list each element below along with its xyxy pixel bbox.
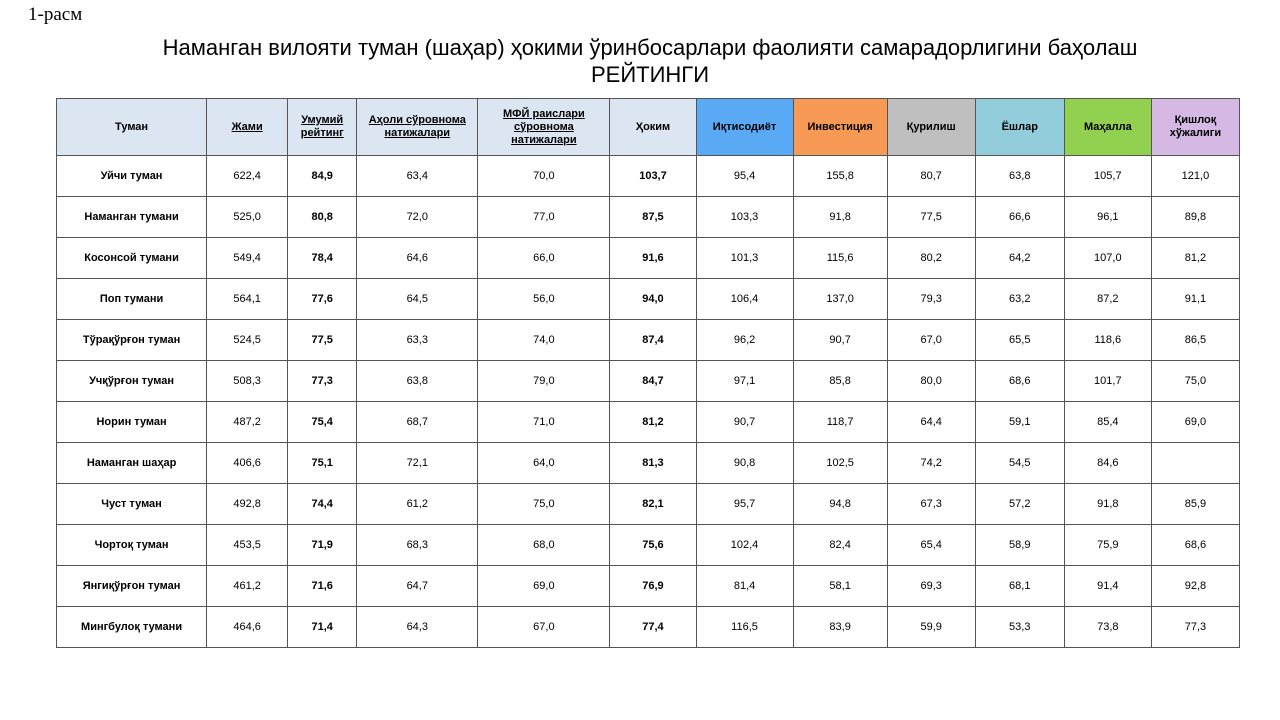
col-header-investitsiya: Инвестиция [793,99,887,156]
table-cell: 67,0 [887,320,975,361]
table-cell: 508,3 [207,361,288,402]
table-cell: 75,0 [478,484,610,525]
district-name-cell: Наманган шаҳар [57,443,207,484]
table-cell: 77,3 [1151,607,1239,648]
table-cell: 118,6 [1064,320,1151,361]
table-cell: 91,4 [1064,566,1151,607]
table-row [57,197,1240,238]
table-cell: 74,0 [478,320,610,361]
table-cell: 54,5 [975,443,1064,484]
table-cell: 91,1 [1151,279,1239,320]
title-line-2: РЕЙТИНГИ [590,62,710,87]
table-cell: 464,6 [207,607,288,648]
table-row [57,156,1240,197]
table-cell: 71,6 [288,566,357,607]
table-cell: 71,0 [478,402,610,443]
table-cell: 67,0 [478,607,610,648]
table-cell: 101,3 [696,238,793,279]
table-cell: 81,3 [610,443,696,484]
table-cell: 64,0 [478,443,610,484]
table-cell: 65,5 [975,320,1064,361]
col-header-qishloq-xojaligi: Қишлоқ хўжалиги [1151,99,1239,156]
table-cell: 69,0 [1151,402,1239,443]
table-cell: 524,5 [207,320,288,361]
col-header-aholi-sorovnoma[interactable]: Аҳоли сўровнома натижалари [357,99,478,156]
table-cell: 118,7 [793,402,887,443]
table-cell: 102,4 [696,525,793,566]
table-cell: 90,7 [793,320,887,361]
table-cell: 87,4 [610,320,696,361]
table-cell: 492,8 [207,484,288,525]
table-cell: 105,7 [1064,156,1151,197]
table-row [57,402,1240,443]
table-cell: 84,9 [288,156,357,197]
table-cell: 75,1 [288,443,357,484]
table-cell: 79,3 [887,279,975,320]
col-header-tuman: Туман [57,99,207,156]
table-cell: 103,7 [610,156,696,197]
table-cell [1151,443,1239,484]
table-cell: 71,4 [288,607,357,648]
table-cell: 549,4 [207,238,288,279]
table-cell: 80,8 [288,197,357,238]
table-cell: 74,4 [288,484,357,525]
table-cell: 82,1 [610,484,696,525]
table-cell: 69,0 [478,566,610,607]
table-cell: 74,2 [887,443,975,484]
district-name-cell: Тўрақўрғон туман [57,320,207,361]
table-cell: 57,2 [975,484,1064,525]
table-cell: 406,6 [207,443,288,484]
table-cell: 84,7 [610,361,696,402]
table-cell: 89,8 [1151,197,1239,238]
title-line-1: Наманган вилояти туман (шаҳар) ҳокими ўринбосарлари фаолияти самарадорлигини баҳолаш [162,35,1138,60]
table-cell: 102,5 [793,443,887,484]
table-cell: 56,0 [478,279,610,320]
table-cell: 83,9 [793,607,887,648]
table-cell: 80,2 [887,238,975,279]
table-cell: 81,2 [1151,238,1239,279]
table-cell: 75,4 [288,402,357,443]
table-row [57,279,1240,320]
table-cell: 77,5 [288,320,357,361]
table-cell: 77,3 [288,361,357,402]
table-cell: 75,9 [1064,525,1151,566]
table-cell: 116,5 [696,607,793,648]
col-header-qurilish: Қурилиш [887,99,975,156]
table-cell: 72,1 [357,443,478,484]
table-cell: 107,0 [1064,238,1151,279]
district-name-cell: Поп тумани [57,279,207,320]
page-title [60,34,1240,88]
district-name-cell: Норин туман [57,402,207,443]
table-cell: 97,1 [696,361,793,402]
table-cell: 115,6 [793,238,887,279]
table-cell: 95,7 [696,484,793,525]
table-cell: 77,0 [478,197,610,238]
table-cell: 78,4 [288,238,357,279]
table-cell: 68,0 [478,525,610,566]
table-cell: 63,8 [975,156,1064,197]
table-cell: 77,6 [288,279,357,320]
district-name-cell: Чортоқ туман [57,525,207,566]
table-cell: 487,2 [207,402,288,443]
table-cell: 68,6 [975,361,1064,402]
table-cell: 63,4 [357,156,478,197]
table-cell: 85,8 [793,361,887,402]
col-header-umumiy-reyting[interactable]: Умумий рейтинг [288,99,357,156]
table-row [57,484,1240,525]
table-cell: 71,9 [288,525,357,566]
table-cell: 94,0 [610,279,696,320]
table-cell: 68,1 [975,566,1064,607]
district-name-cell: Учқўрғон туман [57,361,207,402]
table-cell: 87,2 [1064,279,1151,320]
table-cell: 63,2 [975,279,1064,320]
table-cell: 76,9 [610,566,696,607]
table-cell: 90,7 [696,402,793,443]
table-cell: 96,1 [1064,197,1151,238]
table-row [57,607,1240,648]
col-header-iqtisodiyot: Иқтисодиёт [696,99,793,156]
table-cell: 70,0 [478,156,610,197]
table-row [57,361,1240,402]
district-name-cell: Чуст туман [57,484,207,525]
table-cell: 85,4 [1064,402,1151,443]
figure-label: 1-расм [28,4,83,25]
table-cell: 106,4 [696,279,793,320]
table-cell: 91,8 [1064,484,1151,525]
table-cell: 155,8 [793,156,887,197]
table-cell: 453,5 [207,525,288,566]
table-cell: 80,7 [887,156,975,197]
table-cell: 79,0 [478,361,610,402]
col-header-yoshlar: Ёшлар [975,99,1064,156]
col-header-jami[interactable]: Жами [207,99,288,156]
table-cell: 64,3 [357,607,478,648]
district-name-cell: Мингбулоқ тумани [57,607,207,648]
table-cell: 103,3 [696,197,793,238]
table-cell: 68,3 [357,525,478,566]
table-cell: 64,2 [975,238,1064,279]
table-cell: 64,7 [357,566,478,607]
table-cell: 69,3 [887,566,975,607]
table-cell: 525,0 [207,197,288,238]
table-cell: 622,4 [207,156,288,197]
table-cell: 91,6 [610,238,696,279]
table-cell: 68,7 [357,402,478,443]
table-cell: 81,4 [696,566,793,607]
table-cell: 77,4 [610,607,696,648]
table-cell: 58,1 [793,566,887,607]
table-cell: 90,8 [696,443,793,484]
table-row [57,566,1240,607]
table-row [57,238,1240,279]
table-cell: 72,0 [357,197,478,238]
table-cell: 67,3 [887,484,975,525]
table-cell: 59,9 [887,607,975,648]
table-cell: 95,4 [696,156,793,197]
table-cell: 63,3 [357,320,478,361]
table-cell: 77,5 [887,197,975,238]
table-cell: 64,5 [357,279,478,320]
table-cell: 59,1 [975,402,1064,443]
table-cell: 84,6 [1064,443,1151,484]
col-header-mahalla: Маҳалла [1064,99,1151,156]
table-cell: 86,5 [1151,320,1239,361]
table-cell: 94,8 [793,484,887,525]
table-cell: 66,6 [975,197,1064,238]
table-cell: 564,1 [207,279,288,320]
table-cell: 73,8 [1064,607,1151,648]
table-cell: 64,6 [357,238,478,279]
table-cell: 64,4 [887,402,975,443]
table-cell: 96,2 [696,320,793,361]
table-cell: 92,8 [1151,566,1239,607]
table-row [57,525,1240,566]
district-name-cell: Косонсой тумани [57,238,207,279]
table-cell: 137,0 [793,279,887,320]
col-header-hokim: Ҳоким [610,99,696,156]
table-cell: 65,4 [887,525,975,566]
table-cell: 75,0 [1151,361,1239,402]
table-header-row [57,99,1240,156]
table-cell: 87,5 [610,197,696,238]
table-row [57,443,1240,484]
table-cell: 61,2 [357,484,478,525]
table-cell: 68,6 [1151,525,1239,566]
table-cell: 121,0 [1151,156,1239,197]
table-cell: 81,2 [610,402,696,443]
col-header-mfy-sorovnoma[interactable]: МФЙ раислари сўровнома натижалари [478,99,610,156]
table-cell: 85,9 [1151,484,1239,525]
table-cell: 58,9 [975,525,1064,566]
rating-table [56,98,1240,648]
district-name-cell: Уйчи туман [57,156,207,197]
table-cell: 461,2 [207,566,288,607]
table-cell: 66,0 [478,238,610,279]
table-cell: 101,7 [1064,361,1151,402]
table-row [57,320,1240,361]
table-cell: 80,0 [887,361,975,402]
district-name-cell: Янгиқўрғон туман [57,566,207,607]
district-name-cell: Наманган тумани [57,197,207,238]
table-cell: 53,3 [975,607,1064,648]
table-cell: 75,6 [610,525,696,566]
table-cell: 63,8 [357,361,478,402]
table-cell: 91,8 [793,197,887,238]
table-cell: 82,4 [793,525,887,566]
